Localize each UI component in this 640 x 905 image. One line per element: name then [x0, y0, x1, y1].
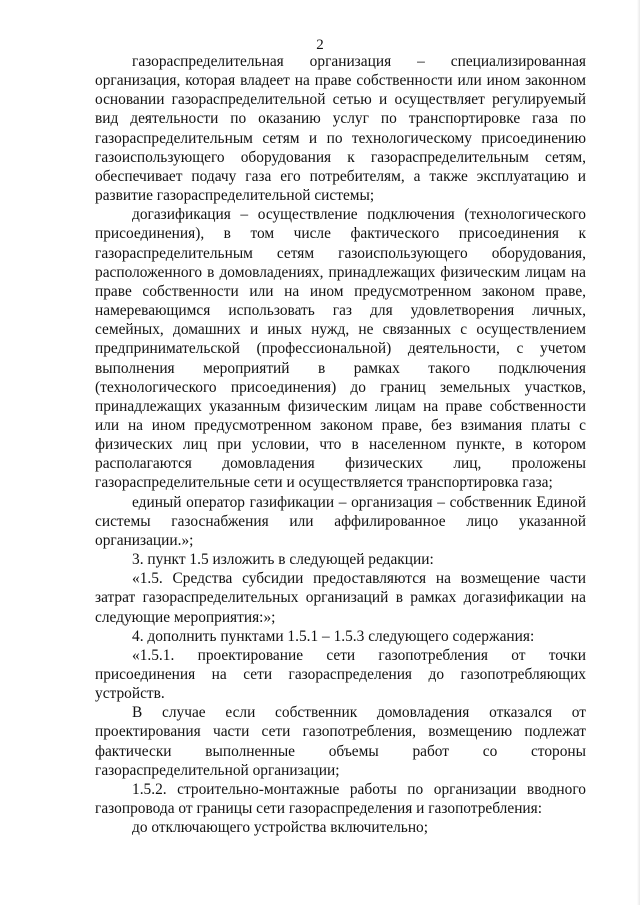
paragraph-clause-1-5-1: «1.5.1. проектирование сети газопотребления от точки присоединения на сети газораспределения до газопотребляющих устройств. — [95, 646, 586, 703]
paragraph-item-3: 3. пункт 1.5 изложить в следующей редакции: — [132, 551, 434, 569]
page-number: 2 — [316, 37, 324, 53]
paragraph-clause-1-5-2: 1.5.2. строительно-монтажные работы по организации вводного газопровода от границы сети газораспределения и газопотребления: — [95, 780, 586, 818]
paragraph-clause-1-5: «1.5. Средства субсидии предоставляются на возмещение части затрат газораспределительных организаций в рамках догазификации на следующие мероприятия:»; — [95, 570, 586, 626]
paragraph-refusal-case: В случае если собственник домовладения отказался от проектирования части сети газопотребления, возмещению подлежат фактически выполненные объемы работ со стороны газораспределительной организации; — [95, 704, 586, 779]
paragraph-gas-distribution-organization: газораспределительная организация – специализированная организация, которая владеет на праве собственности или ином законном основании газораспределительной сетью и осуществляет регулируемый вид деятельности по оказанию услуг по транспортировке газа по газораспределительным сетям и по технологическому присоединению газоиспользующего оборудования к газораспределительным сетям, обеспечивает подачу газа его потребителям, а также эксплуатацию и развитие газораспределительной системы; — [95, 53, 586, 205]
document-body — [95, 52, 586, 837]
paragraph-shutoff-device: до отключающего устройства включительно; — [132, 819, 429, 837]
paragraph-item-4: 4. дополнить пунктами 1.5.1 – 1.5.3 следующего содержания: — [132, 627, 535, 645]
paragraph-unified-gasification-operator: единый оператор газификации – организация – собственник Единой системы газоснабжения или аффилированное лицо указанной организации.»; — [95, 493, 586, 549]
paragraph-additional-gasification: догазификация – осуществление подключения (технологического присоединения), в том числе фактического присоединения к газораспределительным сетям газоиспользующего оборудования, расположенного в домовладениях, принадлежащих физическим лицам на праве собственности или на ином предусмотренном законом праве, намеревающимся использовать газ для удовлетворения личных, семейных, домашних и иных нужд, не связанных с осуществлением предпринимательской (профессиональной) деятельности, с учетом выполнения мероприятий в рамках такого подключения (технологического присоединения) до границ земельных участков, принадлежащих указанным физическим лицам на праве собственности или на ином предусмотренном законом праве, без взимания платы с физических лиц при условии, что в населенном пункте, в котором располагаются домовладения физических лиц, проложены газораспределительные сети и осуществляется транспортировка газа; — [95, 206, 586, 492]
